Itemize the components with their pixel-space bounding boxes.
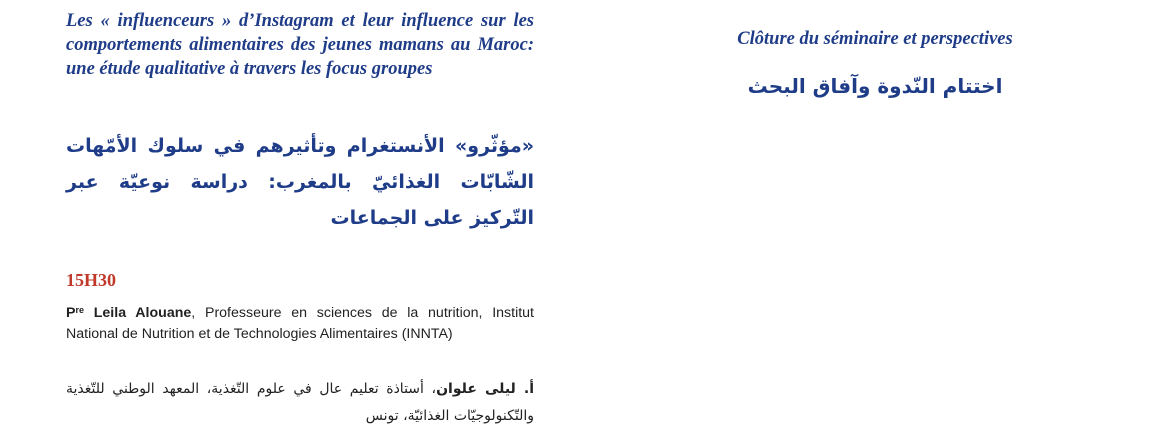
talk-title-arabic: «مؤثّرو» الأنستغرام وتأثيرهم في سلوك الأمّهات الشّابّات الغذائيّ بالمغرب: دراسة نوعيّة عبر التّركيز على الجماعات <box>66 135 534 229</box>
speaker-details-arabic: ، أستاذة تعليم عال في علوم التّغذية، المعهد الوطني للتّغذية والتّكنولوجيّات الغذائيّة، تونس <box>66 381 534 424</box>
talk-title-french: Les « influenceurs » d’Instagram et leur influence sur les comportements alimentaires des jeunes mamans au Maroc: une étude qualitative à travers les focus groupes <box>66 11 534 79</box>
speaker-name-arabic: أ. ليلى علوان <box>436 381 534 397</box>
speaker-bio-arabic <box>66 376 534 430</box>
speaker-title-superscript: re <box>75 305 84 315</box>
speaker-bio-french <box>66 300 534 344</box>
speaker-title-abbreviation <box>66 305 84 321</box>
closing-heading-french: Clôture du séminaire et perspectives <box>737 29 1013 49</box>
closing-heading-arabic: اختتام النّدوة وآفاق البحث <box>747 74 1003 98</box>
speaker-name-french: Leila Alouane <box>93 305 192 321</box>
session-time: 15H30 <box>66 270 117 290</box>
speaker-details-french: , Professeure en sciences de la nutrition, Institut National de Nutrition et de Technologies Alimentaires (INNTA) <box>66 305 534 342</box>
speaker-title-letter: P <box>66 305 76 321</box>
